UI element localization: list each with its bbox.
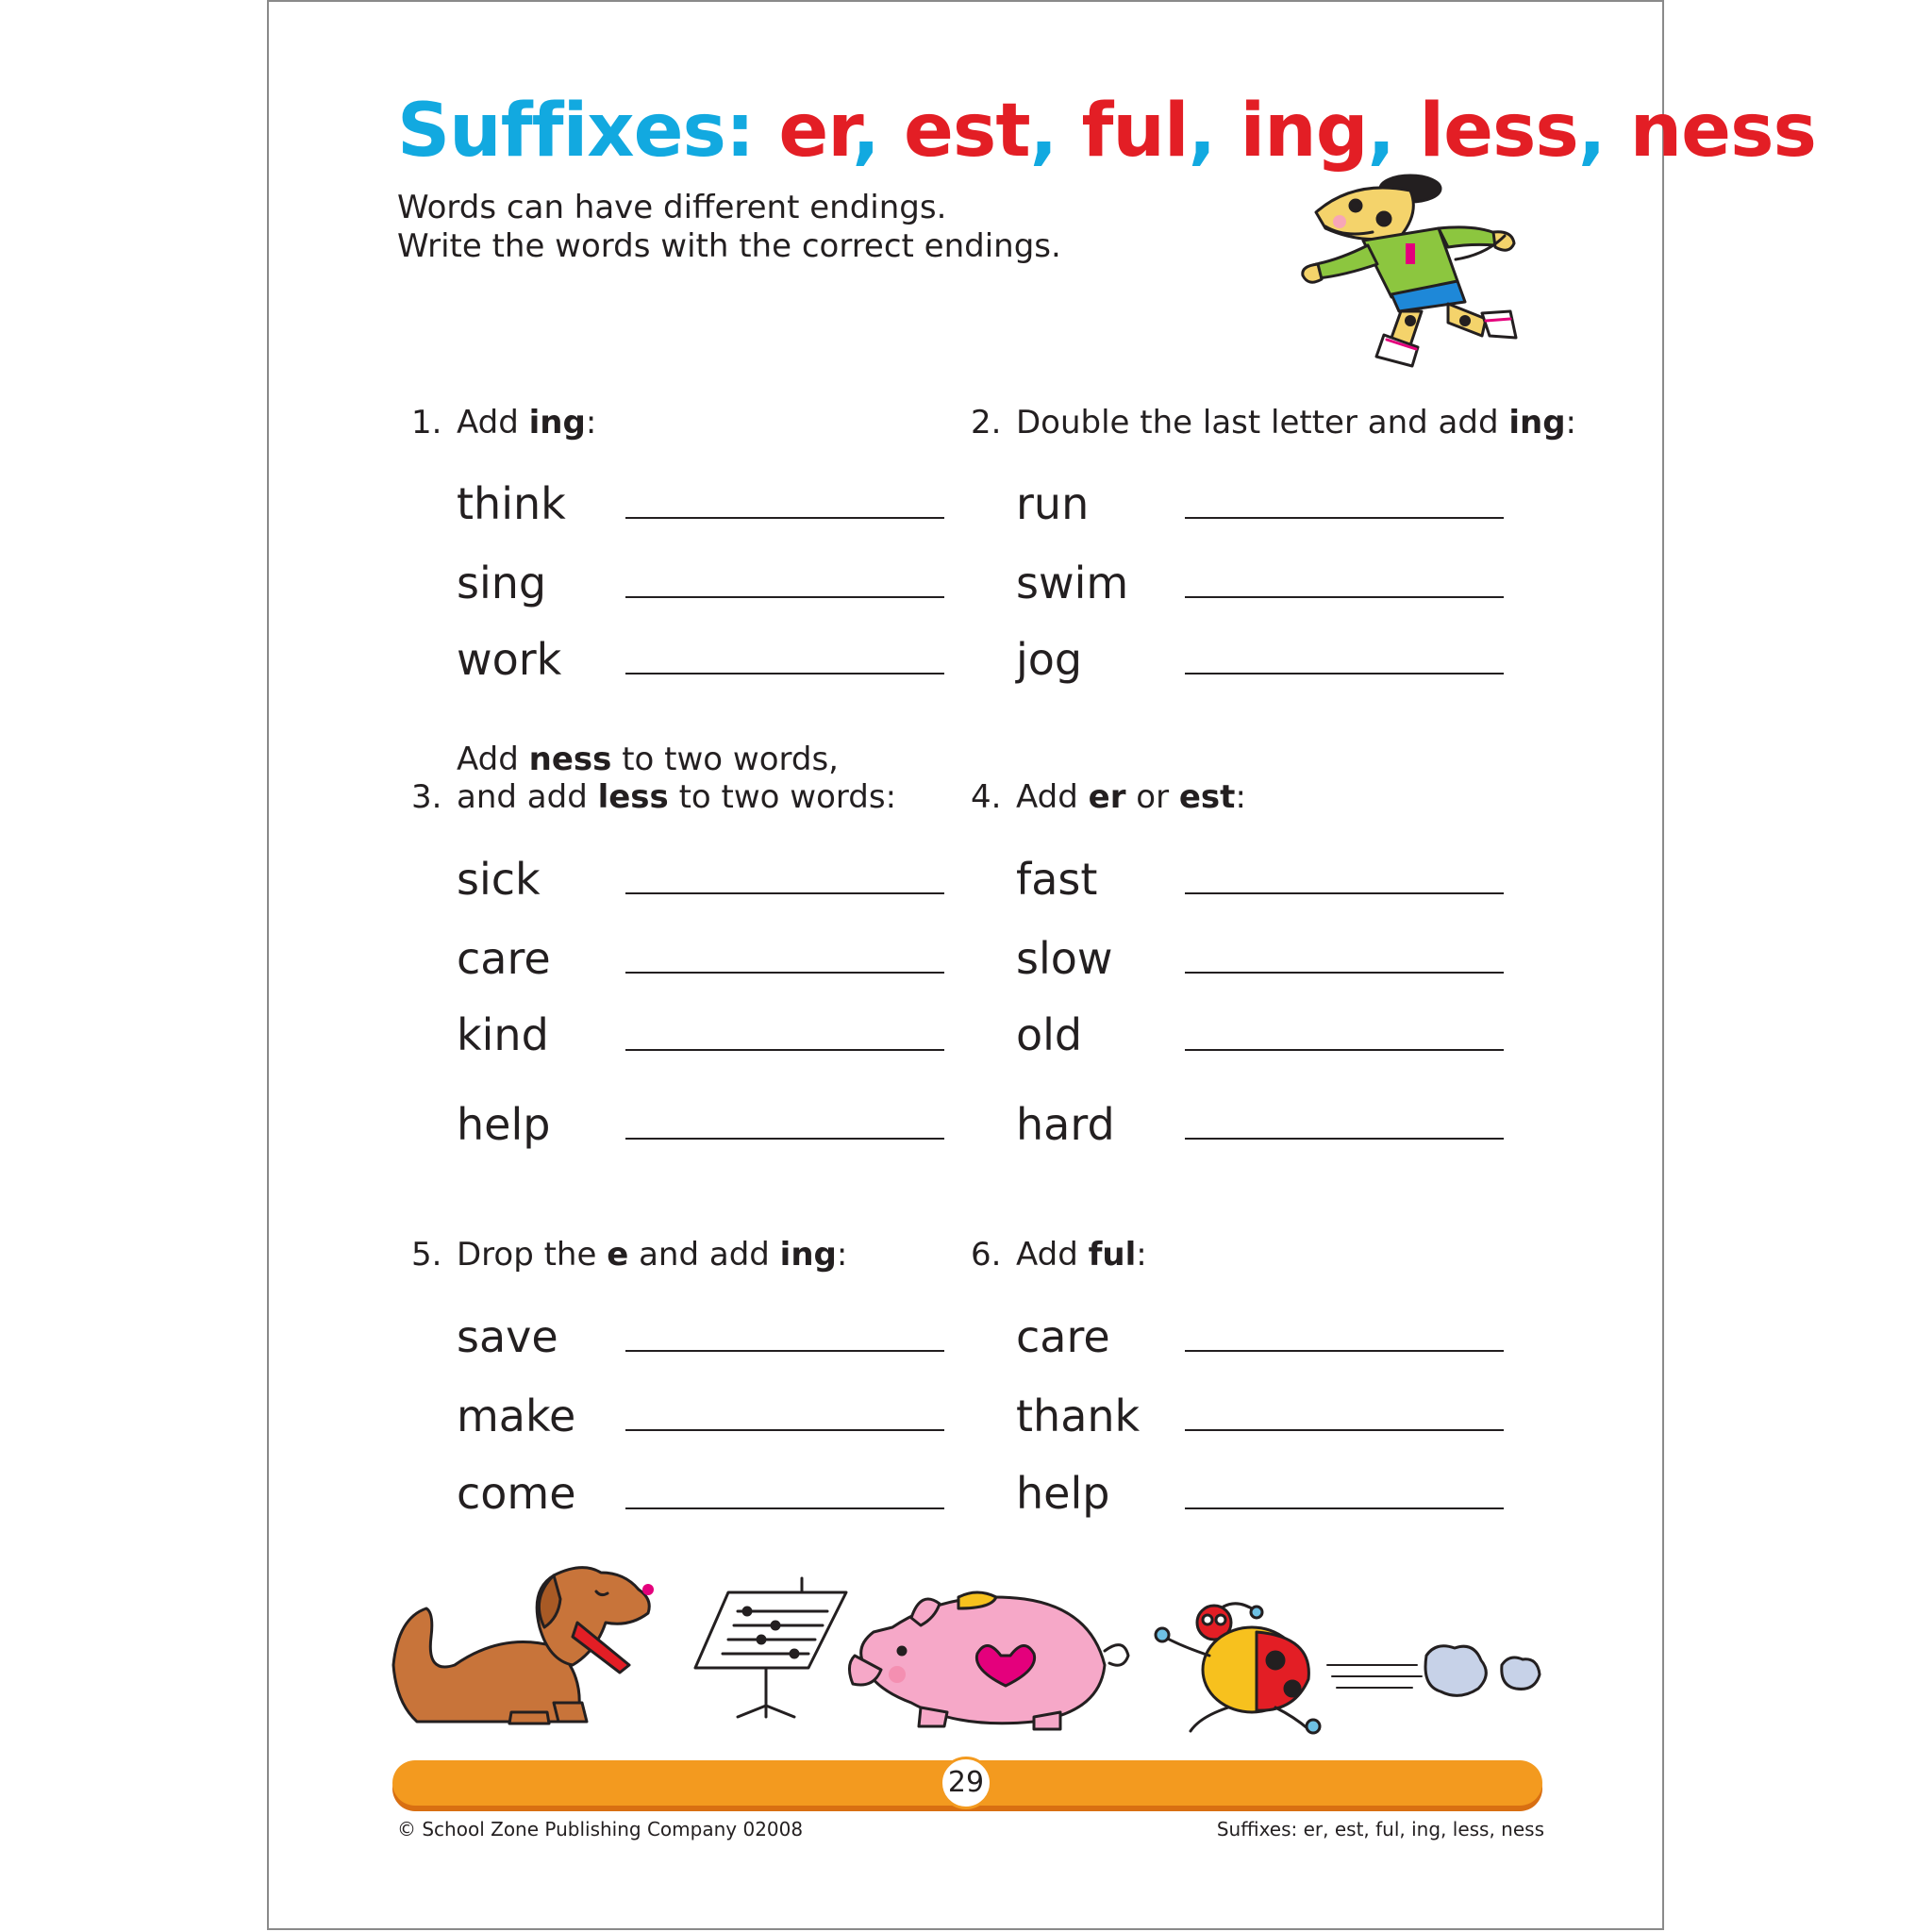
- answer-line[interactable]: [625, 596, 944, 598]
- answer-line[interactable]: [625, 1429, 944, 1431]
- exercise-word: make: [457, 1391, 576, 1441]
- exercise-instruction: Drop the e and add ing:: [457, 1236, 848, 1274]
- answer-line[interactable]: [625, 1350, 944, 1352]
- answer-line[interactable]: [1185, 1138, 1504, 1140]
- exercise-word: swim: [1016, 558, 1129, 608]
- exercise-word: sing: [457, 558, 547, 608]
- exercise-instruction: and add less to two words:: [457, 778, 897, 816]
- page-number: 29: [940, 1757, 992, 1809]
- exercise-number: 5.: [411, 1236, 442, 1274]
- title-suffix: ing: [1240, 89, 1368, 174]
- exercise-word: thank: [1016, 1391, 1141, 1441]
- answer-line[interactable]: [1185, 892, 1504, 894]
- exercise-word: help: [457, 1099, 551, 1150]
- exercise-word: help: [1016, 1468, 1110, 1519]
- exercise-word: come: [457, 1468, 576, 1519]
- footer-topic: Suffixes: er, est, ful, ing, less, ness: [1216, 1818, 1544, 1840]
- exercise-number: 4.: [971, 778, 1002, 816]
- exercise-number: 1.: [411, 404, 442, 441]
- title-suffix: est: [904, 89, 1030, 174]
- exercise-word: think: [457, 478, 566, 529]
- answer-line[interactable]: [1185, 1507, 1504, 1509]
- exercise-instruction: Add ing:: [457, 404, 597, 441]
- instruction-line: Write the words with the correct endings.: [397, 227, 1061, 265]
- exercise-instruction: Add ness to two words,: [457, 741, 839, 778]
- running-ladybug-icon: [1153, 1599, 1554, 1736]
- exercise-word: old: [1016, 1009, 1083, 1060]
- title-label: Suffixes:: [397, 89, 755, 174]
- answer-line[interactable]: [1185, 1350, 1504, 1352]
- instructions: [397, 189, 1061, 266]
- title-suffix: ness: [1629, 89, 1816, 174]
- exercise-number: 2.: [971, 404, 1002, 441]
- exercise-word: fast: [1016, 854, 1098, 905]
- sitting-dog-icon: [389, 1561, 709, 1726]
- title-suffix: er: [778, 89, 853, 174]
- exercise-number: 6.: [971, 1236, 1002, 1274]
- exercise-word: save: [457, 1311, 558, 1362]
- answer-line[interactable]: [625, 892, 944, 894]
- footer-copyright: © School Zone Publishing Company 02008: [397, 1818, 804, 1840]
- answer-line[interactable]: [1185, 1429, 1504, 1431]
- title-suffix: ful: [1081, 89, 1189, 174]
- page-title: [397, 89, 1816, 174]
- answer-line[interactable]: [1185, 596, 1504, 598]
- answer-line[interactable]: [625, 673, 944, 675]
- exercise-word: care: [1016, 1311, 1110, 1362]
- title-suffix: less: [1419, 89, 1578, 174]
- exercise-word: run: [1016, 478, 1090, 529]
- instruction-line: Words can have different endings.: [397, 189, 947, 226]
- answer-line[interactable]: [625, 1138, 944, 1140]
- answer-line[interactable]: [625, 1507, 944, 1509]
- exercise-word: work: [457, 634, 562, 685]
- answer-line[interactable]: [625, 517, 944, 519]
- exercise-word: sick: [457, 854, 541, 905]
- exercise-word: care: [457, 933, 551, 984]
- answer-line[interactable]: [1185, 1049, 1504, 1051]
- piggy-bank-icon: [845, 1580, 1138, 1731]
- exercise-instruction: Add er or est:: [1016, 778, 1246, 816]
- exercise-word: hard: [1016, 1099, 1115, 1150]
- exercise-instruction: Add ful:: [1016, 1236, 1147, 1274]
- title-suffixes: er, est, ful, ing, less, ness: [778, 89, 1816, 174]
- answer-line[interactable]: [1185, 972, 1504, 974]
- answer-line[interactable]: [625, 972, 944, 974]
- exercise-word: slow: [1016, 933, 1113, 984]
- exercise-number: 3.: [411, 778, 442, 816]
- answer-line[interactable]: [1185, 517, 1504, 519]
- exercise-word: kind: [457, 1009, 549, 1060]
- answer-line[interactable]: [1185, 673, 1504, 675]
- exercise-instruction: Double the last letter and add ing:: [1016, 404, 1577, 441]
- answer-line[interactable]: [625, 1049, 944, 1051]
- music-stand-icon: [691, 1574, 851, 1720]
- running-dog-icon: [1297, 170, 1542, 377]
- exercise-word: jog: [1016, 634, 1083, 685]
